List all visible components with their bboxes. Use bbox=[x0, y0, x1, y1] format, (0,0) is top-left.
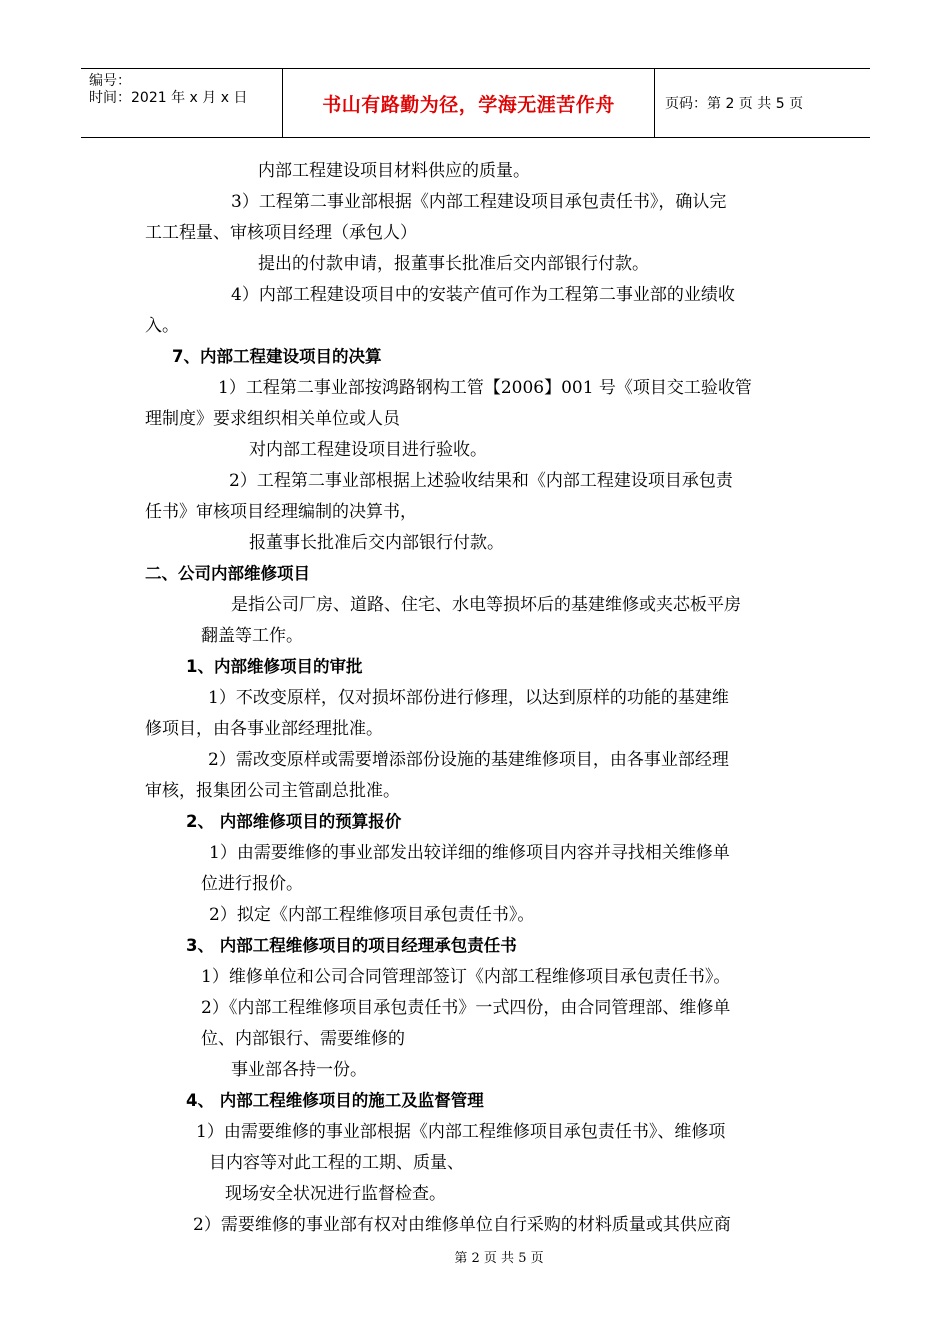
body-line: 入。 bbox=[145, 316, 179, 336]
body-line: 2）拟定《内部工程维修项目承包责任书》。 bbox=[209, 905, 535, 925]
section-heading: 7、内部工程建设项目的决算 bbox=[172, 347, 382, 366]
body-line: 修项目，由各事业部经理批准。 bbox=[145, 719, 383, 739]
body-line: 位进行报价。 bbox=[201, 874, 303, 894]
page-header bbox=[81, 68, 870, 138]
body-line: 翻盖等工作。 bbox=[201, 626, 303, 646]
header-meta bbox=[81, 69, 283, 137]
body-line: 任书》审核项目经理编制的决算书， bbox=[145, 502, 417, 522]
section-heading: 2、 内部维修项目的预算报价 bbox=[186, 812, 402, 831]
body-line: 2）《内部工程维修项目承包责任书》一式四份，由合同管理部、维修单 bbox=[201, 998, 731, 1018]
header-number: 编号： bbox=[89, 73, 131, 89]
section-heading: 4、 内部工程维修项目的施工及监督管理 bbox=[186, 1091, 484, 1110]
body-line: 位、内部银行、需要维修的 bbox=[201, 1029, 405, 1049]
body-line: 4）内部工程建设项目中的安装产值可作为工程第二事业部的业绩收 bbox=[231, 285, 735, 305]
header-time: 时间：2021 年 x 月 x 日 bbox=[89, 90, 248, 106]
body-line: 理制度》要求组织相关单位或人员 bbox=[145, 409, 400, 429]
header-page-number: 页码：第 2 页 共 5 页 bbox=[665, 96, 804, 112]
body-line: 2）工程第二事业部根据上述验收结果和《内部工程建设项目承包责 bbox=[229, 471, 733, 491]
body-line: 是指公司厂房、道路、住宅、水电等损坏后的基建维修或夹芯板平房 bbox=[231, 595, 741, 615]
body-line: 2）需要维修的事业部有权对由维修单位自行采购的材料质量或其供应商 bbox=[193, 1215, 731, 1235]
body-line: 审核，报集团公司主管副总批准。 bbox=[145, 781, 400, 801]
body-line: 对内部工程建设项目进行验收。 bbox=[249, 440, 487, 460]
header-motto: 书山有路勤为径，学海无涯苦作舟 bbox=[283, 69, 655, 137]
section-heading: 二、公司内部维修项目 bbox=[145, 564, 310, 583]
body-line: 1）工程第二事业部按鸿路钢构工管【2006】001 号《项目交工验收管 bbox=[218, 378, 752, 398]
body-line: 1）由需要维修的事业部根据《内部工程维修项目承包责任书》、维修项 bbox=[196, 1122, 726, 1142]
body-line: 目内容等对此工程的工期、质量、 bbox=[209, 1153, 464, 1173]
body-line: 事业部各持一份。 bbox=[231, 1060, 367, 1080]
body-line: 内部工程建设项目材料供应的质量。 bbox=[258, 161, 530, 181]
page-footer: 第 2 页 共 5 页 bbox=[454, 1251, 544, 1266]
body-line: 工工程量、审核项目经理（承包人） bbox=[145, 223, 417, 243]
section-heading: 3、 内部工程维修项目的项目经理承包责任书 bbox=[186, 936, 517, 955]
body-line: 1）不改变原样，仅对损坏部份进行修理，以达到原样的功能的基建维 bbox=[208, 688, 729, 708]
body-line: 提出的付款申请，报董事长批准后交内部银行付款。 bbox=[258, 254, 649, 274]
body-line: 3）工程第二事业部根据《内部工程建设项目承包责任书》，确认完 bbox=[231, 192, 727, 212]
body-line: 2）需改变原样或需要增添部份设施的基建维修项目，由各事业部经理 bbox=[208, 750, 729, 770]
section-heading: 1、内部维修项目的审批 bbox=[186, 657, 363, 676]
body-line: 报董事长批准后交内部银行付款。 bbox=[249, 533, 504, 553]
body-line: 1）由需要维修的事业部发出较详细的维修项目内容并寻找相关维修单 bbox=[209, 843, 730, 863]
body-line: 现场安全状况进行监督检查。 bbox=[225, 1184, 446, 1204]
body-line: 1）维修单位和公司合同管理部签订《内部工程维修项目承包责任书》。 bbox=[201, 967, 731, 987]
